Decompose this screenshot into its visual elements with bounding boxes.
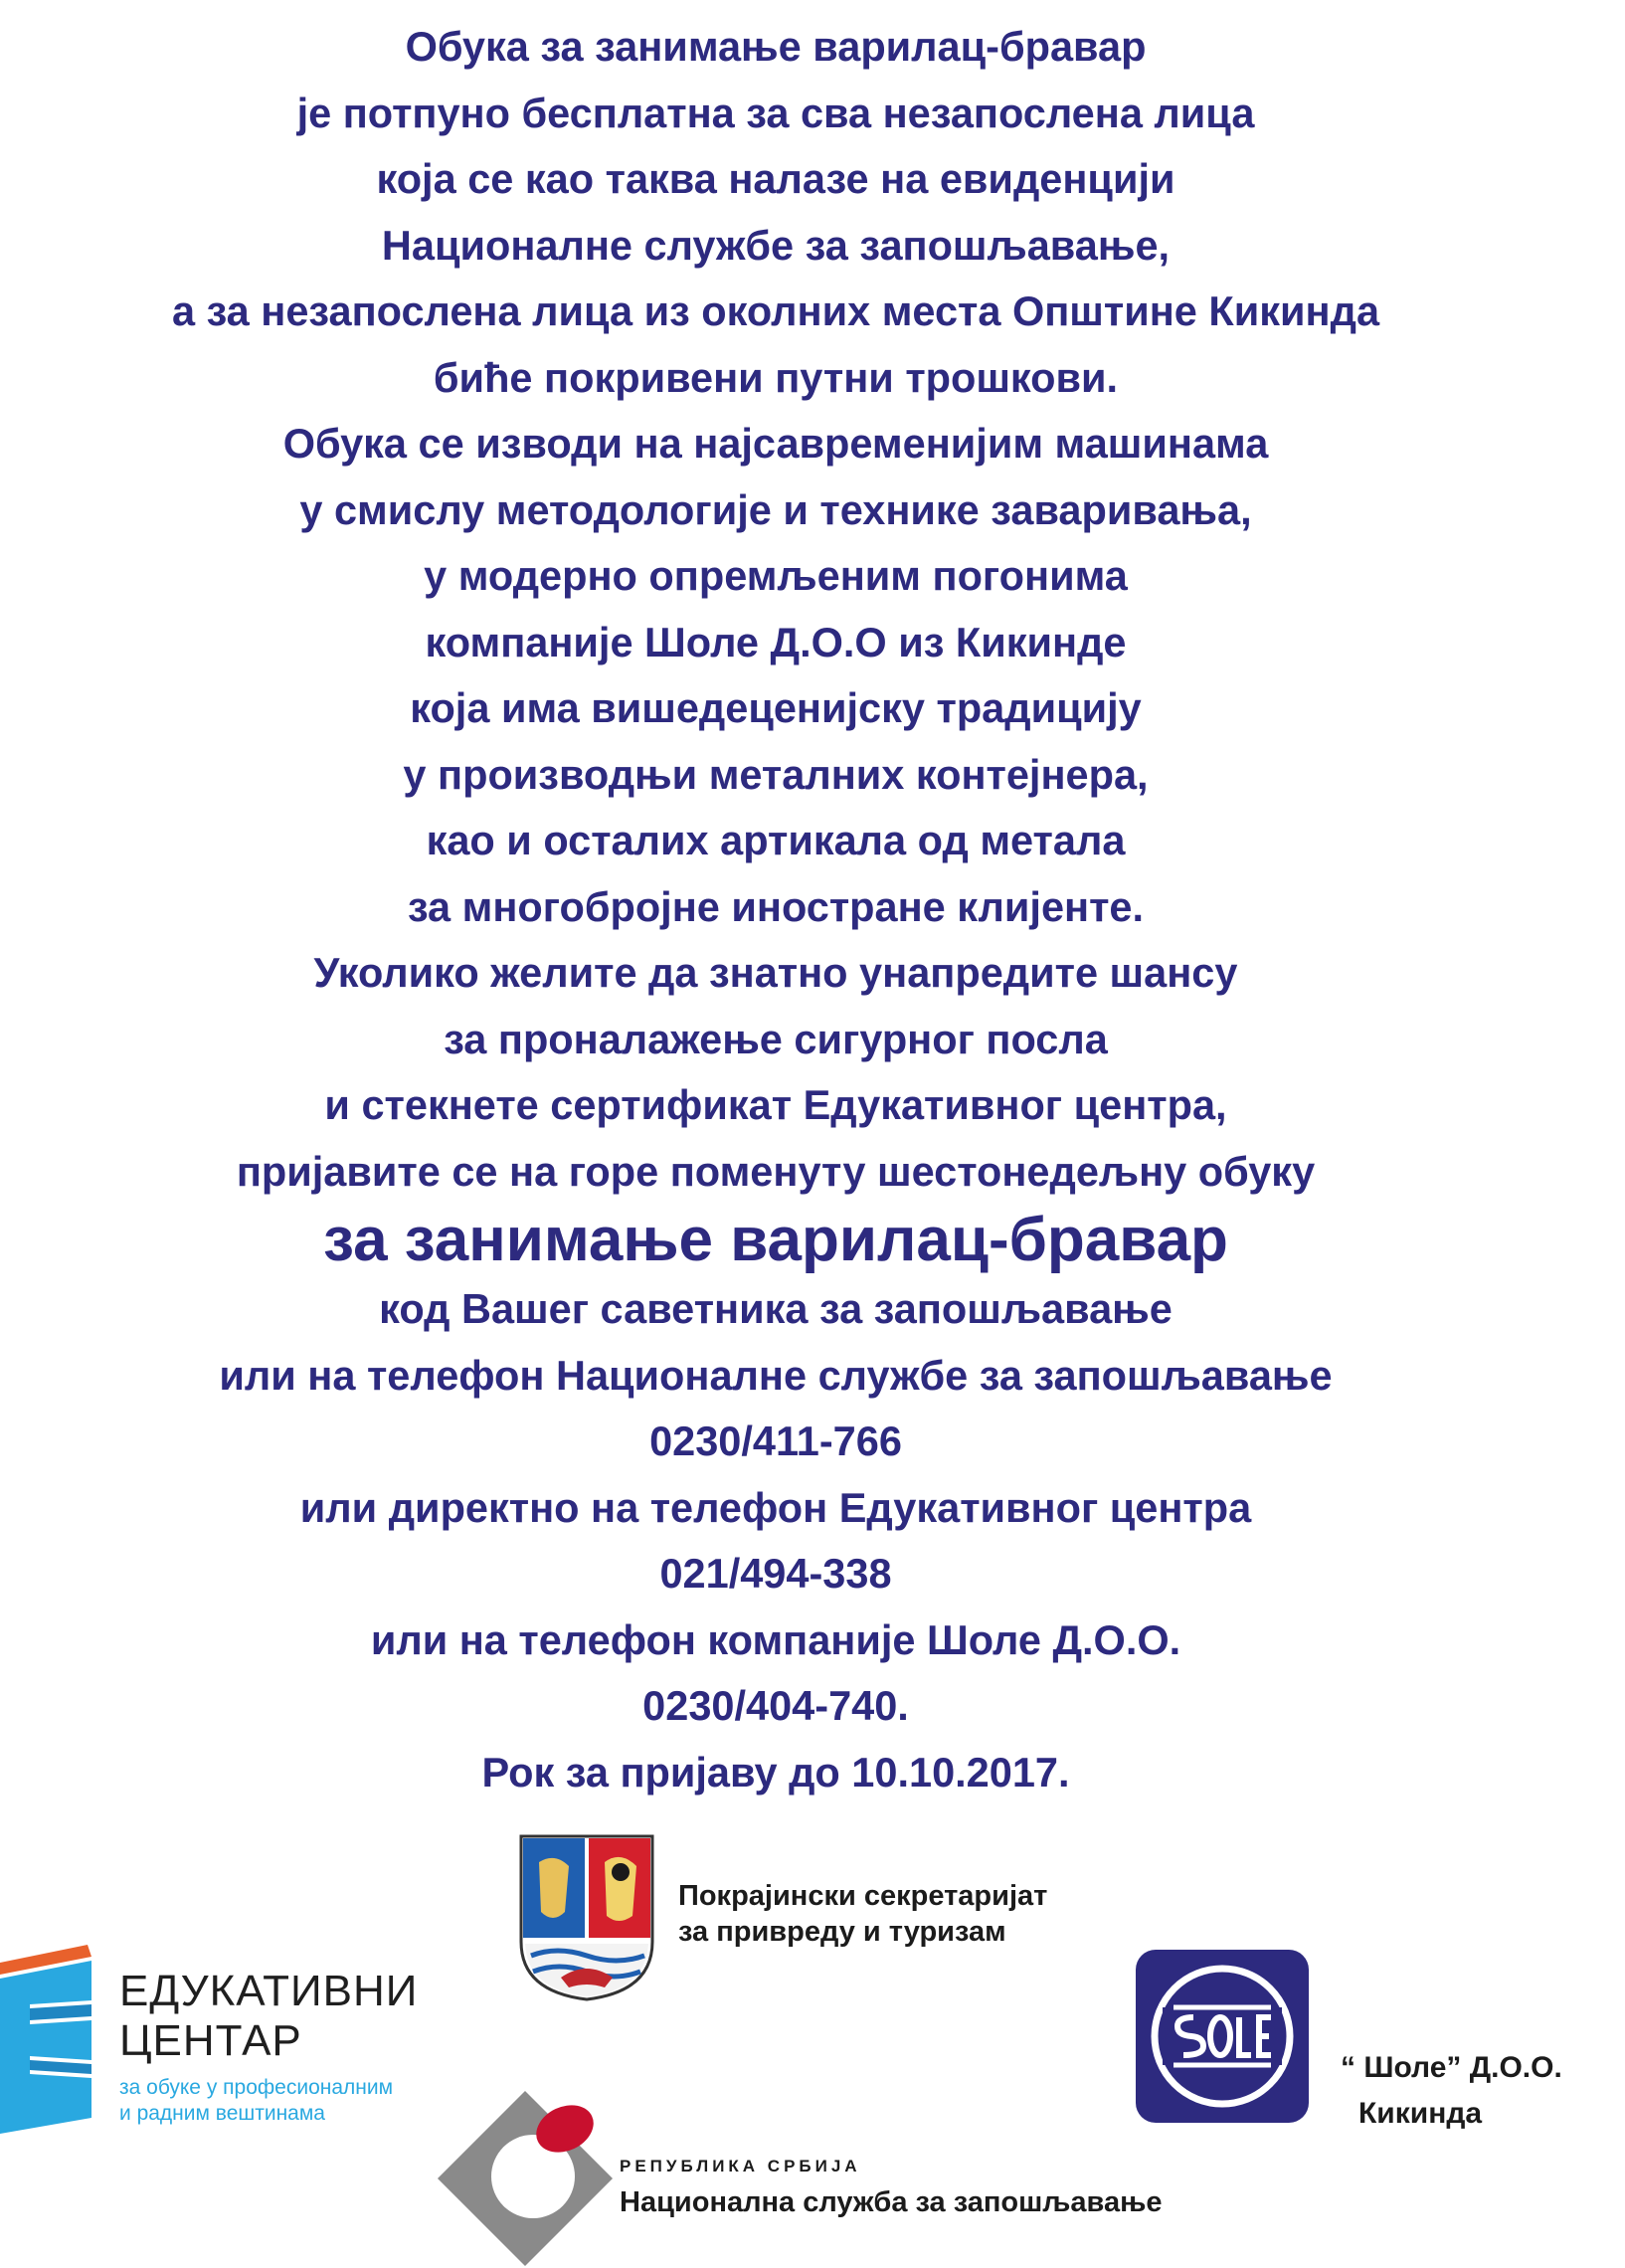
phone-number: 0230/411-766 bbox=[649, 1418, 902, 1464]
text-line: пријавите се на горе поменуту шестонедељну обуку bbox=[236, 1147, 1316, 1195]
edukativni-name-1: ЕДУКАТИВНИ bbox=[119, 1967, 419, 2015]
highlight-heading: за занимање варилац-бравар bbox=[323, 1206, 1228, 1274]
text-line: и стекнете сертификат Едукативног центра, bbox=[324, 1081, 1227, 1128]
text-line: а за незапослена лица из околних места Општине Кикинда bbox=[171, 287, 1380, 334]
edukativni-centar-logo bbox=[0, 1945, 457, 2144]
nsz-logo bbox=[436, 2089, 1163, 2268]
text-line: или на телефон Националне службе за запошљавање bbox=[219, 1351, 1333, 1399]
sole-company-name: “ Шоле” Д.О.О. bbox=[1341, 2051, 1562, 2084]
sole-city: Кикинда bbox=[1358, 2097, 1483, 2130]
text-line: биће покривени путни трошкови. bbox=[433, 353, 1119, 401]
text-line: Уколико желите да знатно унапредите шансу bbox=[313, 949, 1238, 996]
nsz-diamond-icon bbox=[436, 2089, 615, 2268]
provincial-secretariat-logo bbox=[517, 1832, 1134, 2001]
deadline: Рок за пријаву до 10.10.2017. bbox=[481, 1748, 1070, 1796]
text-line: компаније Шоле Д.О.О из Кикинде bbox=[425, 618, 1127, 665]
edukativni-e-icon bbox=[0, 1945, 109, 2134]
text-line: за многобројне иностране клијенте. bbox=[407, 882, 1145, 930]
phone-number: 021/494-338 bbox=[659, 1550, 892, 1597]
text-line: је потпуно бесплатна за сва незапослена лица bbox=[296, 89, 1255, 136]
text-line: у модерно опремљеним погонима bbox=[424, 552, 1128, 599]
nsz-name: Национална служба за запошљавање bbox=[620, 2186, 1163, 2218]
edukativni-name-2: ЦЕНТАР bbox=[119, 2016, 302, 2065]
text-line: код Вашег саветника за запошљавање bbox=[379, 1285, 1173, 1332]
provincial-line-1: Покрајински секретаријат bbox=[678, 1880, 1048, 1912]
edukativni-subtitle-1: за обуке у професионалним bbox=[119, 2076, 394, 2099]
text-line: у производњи металних контејнера, bbox=[403, 750, 1149, 798]
provincial-line-2: за привреду и туризам bbox=[678, 1916, 1006, 1948]
edukativni-subtitle-2: и радним вештинама bbox=[119, 2102, 325, 2125]
text-line: Обука се изводи на најсавременијим машинама bbox=[282, 420, 1269, 467]
nsz-republic-label: РЕПУБЛИКА СРБИЈА bbox=[620, 2157, 861, 2175]
text-line: која има вишедеценијску традицију bbox=[410, 684, 1142, 731]
text-line: или директно на телефон Едукативног центра bbox=[299, 1483, 1252, 1531]
sole-logo-icon bbox=[1134, 1948, 1311, 2125]
sole-logo bbox=[1134, 1948, 1562, 2147]
text-line: као и осталих артикала од метала bbox=[426, 817, 1126, 863]
announcement-text bbox=[0, 14, 1551, 1805]
coat-of-arms-icon bbox=[517, 1832, 656, 2001]
text-line: која се као таква налазе на евиденцији bbox=[376, 155, 1175, 202]
text-line: или на телефон компаније Шоле Д.О.О. bbox=[370, 1615, 1181, 1663]
phone-number: 0230/404-740. bbox=[642, 1682, 909, 1729]
text-line: Обука за занимање варилац-бравар bbox=[405, 23, 1147, 70]
text-line: у смислу методологије и технике заваривања, bbox=[299, 485, 1252, 533]
text-line: Националне службе за запошљавање, bbox=[381, 221, 1171, 269]
text-line: за проналажење сигурног посла bbox=[444, 1015, 1108, 1062]
